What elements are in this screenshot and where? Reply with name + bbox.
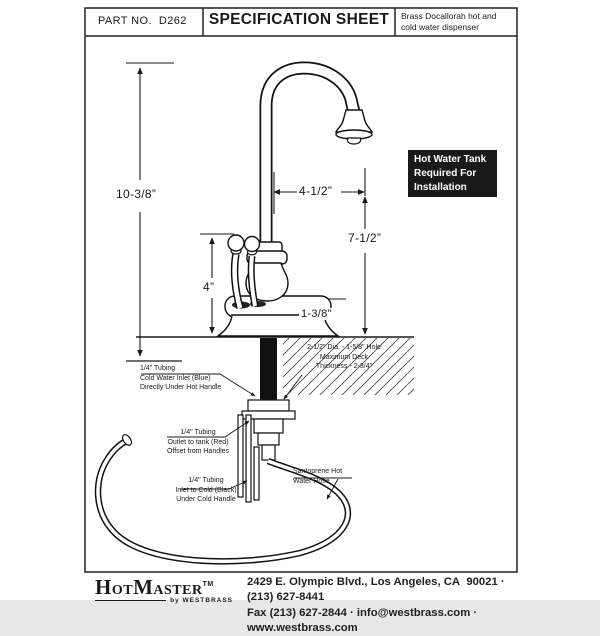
note-line: Required For xyxy=(414,167,497,181)
callout-cold-water-inlet xyxy=(140,364,238,393)
callout-line: 1/4" Tubing xyxy=(160,428,236,438)
address-line-2: Fax (213) 627-2844 · info@westbrass.com · www.westbrass.com xyxy=(247,606,507,636)
byline-rule xyxy=(95,600,166,601)
dim-spout-reach: 4-1/2” xyxy=(297,184,334,198)
footer-address xyxy=(247,575,507,636)
callout-line: Directly Under Hot Handle xyxy=(140,383,238,393)
callout-line: Maximum Deck xyxy=(287,353,401,363)
callout-line: Santoprene Hot xyxy=(293,467,363,477)
brand-logo xyxy=(95,575,233,604)
callout-hot-hose xyxy=(293,467,363,486)
logo-letters: OT xyxy=(112,583,133,598)
faucet-drawing xyxy=(218,68,372,336)
address-line-1: 2429 E. Olympic Blvd., Los Angeles, CA 90021 · (213) 627-8441 xyxy=(247,575,507,606)
logo-letter: H xyxy=(95,575,112,599)
product-description: Brass Docallorah hot and cold water dispenser xyxy=(401,11,511,33)
callout-line: Inlet to Cold (Black) xyxy=(172,486,240,496)
page-title: SPECIFICATION SHEET xyxy=(203,11,395,29)
callout-line: Water Hose xyxy=(293,477,363,487)
dim-handle-height: 4” xyxy=(201,280,216,294)
callout-line: Offset from Handles xyxy=(160,447,236,457)
callout-line: Thickness - 2-3/4" xyxy=(287,362,401,372)
dim-overall-height: 10-3/8” xyxy=(114,187,158,201)
hot-water-tank-note xyxy=(408,150,497,197)
callout-line: 2-1/2" Dia. - 1-5/8" Hole xyxy=(287,343,401,353)
logo-letters: ASTER xyxy=(153,583,202,598)
callout-cold-inlet xyxy=(172,476,240,505)
dim-spout-height: 7-1/2” xyxy=(346,231,383,245)
callout-deck-hole xyxy=(287,343,401,372)
dim-base-height: 1-3/8” xyxy=(299,308,334,320)
frame-borders xyxy=(85,8,517,572)
callout-tank-outlet xyxy=(160,428,236,457)
callout-line: 1/4" Tubing xyxy=(140,364,238,374)
callout-line: Under Cold Handle xyxy=(172,495,240,505)
trademark-symbol: TM xyxy=(203,581,214,588)
callout-line: Outlet to tank (Red) xyxy=(160,438,236,448)
callout-line: 1/4" Tubing xyxy=(172,476,240,486)
brand-byline: by WESTBRASS xyxy=(170,597,233,604)
note-line: Installation xyxy=(414,181,497,195)
part-number: PART NO. D262 xyxy=(98,15,200,27)
logo-letter: M xyxy=(133,575,153,599)
note-line: Hot Water Tank xyxy=(414,153,497,167)
callout-line: Cold Water Inlet (Blue) xyxy=(140,374,238,384)
